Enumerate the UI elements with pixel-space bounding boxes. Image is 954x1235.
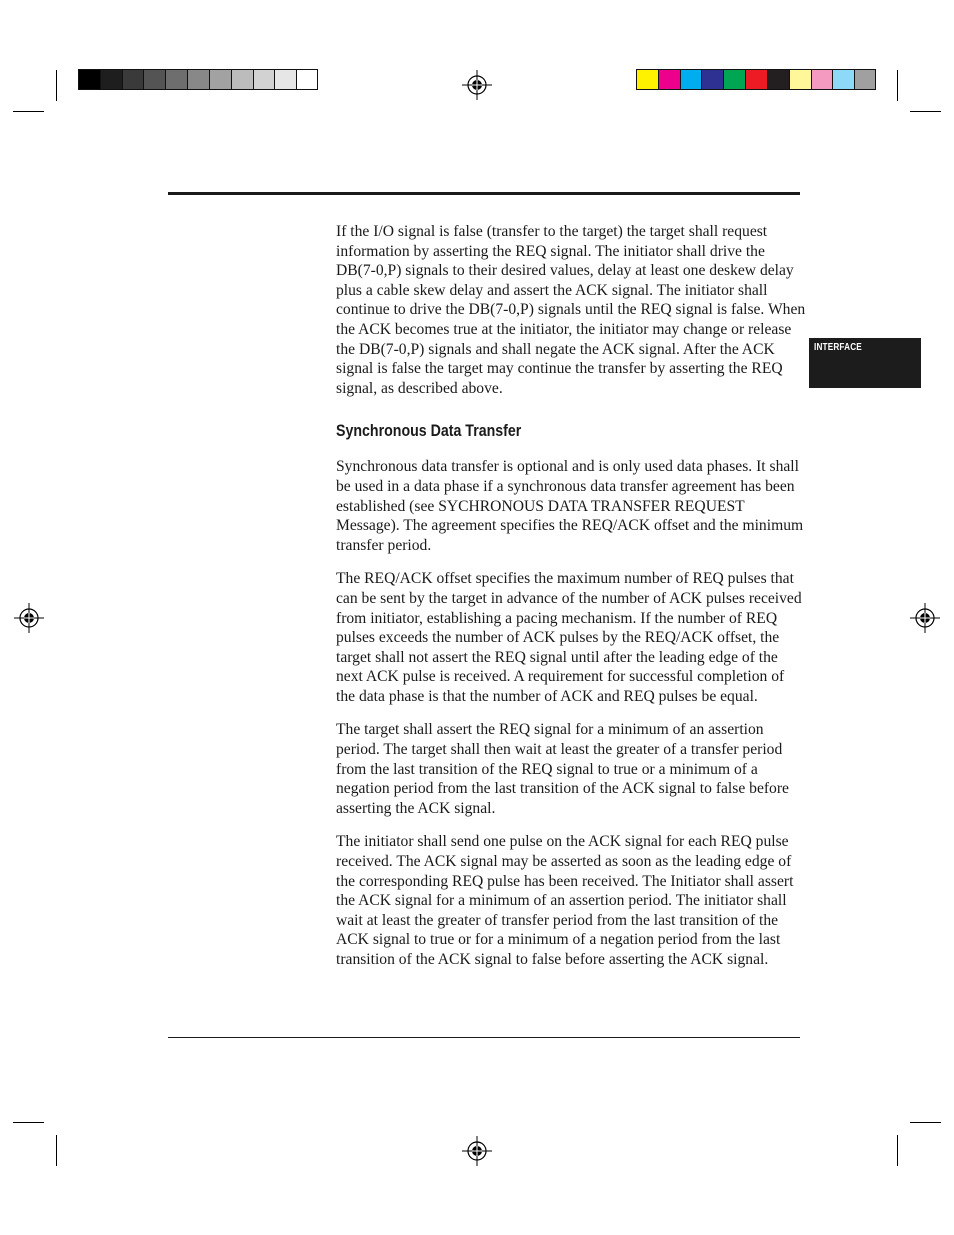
- crop-mark: [910, 1122, 941, 1123]
- gray-swatch: [254, 70, 276, 89]
- gray-swatch: [275, 70, 297, 89]
- section-heading: Synchronous Data Transfer: [336, 422, 522, 441]
- crop-mark: [897, 70, 898, 101]
- gray-swatch: [101, 70, 123, 89]
- color-swatch: [855, 70, 875, 89]
- color-swatch: [833, 70, 855, 89]
- color-swatch: [702, 70, 724, 89]
- gray-swatch: [144, 70, 166, 89]
- gray-swatch: [210, 70, 232, 89]
- section-tab-label: INTERFACE: [814, 342, 862, 353]
- grayscale-color-bar: [78, 69, 318, 90]
- crop-mark: [13, 111, 44, 112]
- registration-mark-icon: [14, 603, 44, 633]
- header-rule: [168, 192, 800, 195]
- intro-paragraph: If the I/O signal is false (transfer to the target) the target shall request information by asserting the REQ signal. The initiator shall drive the DB(7-0,P) signals to their desired values, delay at least one deskew delay plus a cable skew delay and assert the ACK signal. The initiator shall continue to drive the DB(7-0,P) signals until the REQ signal is false. When the ACK becomes true at the initiator, the initiator may change or release the DB(7-0,P) signals and shall negate the ACK signal. After the ACK signal is false the target may continue the transfer by asserting the REQ signal, as described above.: [336, 223, 806, 397]
- page-content: [336, 222, 806, 970]
- gray-swatch: [123, 70, 145, 89]
- color-swatch: [724, 70, 746, 89]
- color-swatch: [768, 70, 790, 89]
- body-paragraph: The target shall assert the REQ signal for a minimum of an assertion period. The target shall then wait at least the greater of a transfer period from the last transition of the REQ signal to true or a minimum of a negation period from the last transition of the ACK signal to false before asserting the ACK signal.: [336, 721, 789, 817]
- crop-mark: [56, 1135, 57, 1166]
- process-color-bar: [636, 69, 876, 90]
- color-swatch: [790, 70, 812, 89]
- gray-swatch: [232, 70, 254, 89]
- section-tab: [809, 338, 921, 388]
- gray-swatch: [297, 70, 317, 89]
- color-swatch: [681, 70, 703, 89]
- gray-swatch: [188, 70, 210, 89]
- crop-mark: [910, 111, 941, 112]
- crop-mark: [897, 1135, 898, 1166]
- registration-mark-icon: [910, 603, 940, 633]
- crop-mark: [56, 70, 57, 101]
- color-swatch: [637, 70, 659, 89]
- crop-mark: [13, 1122, 44, 1123]
- body-paragraph: The REQ/ACK offset specifies the maximum number of REQ pulses that can be sent by the target in advance of the number of ACK pulses received from initiator, establishing a pacing mechanism. If the number of REQ pulses exceeds the number of ACK pulses by the REQ/ACK offset, the target shall not assert the REQ signal until after the leading edge of the next ACK pulse is received. A requirement for successful completion of the data phase is that the number of ACK and REQ pulses be equal.: [336, 570, 802, 705]
- color-swatch: [746, 70, 768, 89]
- color-swatch: [659, 70, 681, 89]
- registration-mark-icon: [462, 1136, 492, 1166]
- registration-mark-icon: [462, 70, 492, 100]
- color-swatch: [812, 70, 834, 89]
- gray-swatch: [79, 70, 101, 89]
- body-paragraph: The initiator shall send one pulse on the ACK signal for each REQ pulse received. The ACK signal may be asserted as soon as the leading edge of the corresponding REQ pulse has been received. The Initiator shall assert the ACK signal for a minimum of an assertion period. The initiator shall wait at least the greater of transfer period from the last transition of the ACK signal to true or for a minimum of a negation period from the last transition of the ACK signal to false before asserting the ACK signal.: [336, 833, 794, 968]
- body-paragraph: Synchronous data transfer is optional and is only used data phases. It shall be used in a data phase if a synchronous data transfer agreement has been established (see SYCHRONOUS DATA TRANSFER REQUEST Message). The agreement specifies the REQ/ACK offset and the minimum transfer period.: [336, 458, 804, 554]
- gray-swatch: [166, 70, 188, 89]
- footer-rule: [168, 1037, 800, 1038]
